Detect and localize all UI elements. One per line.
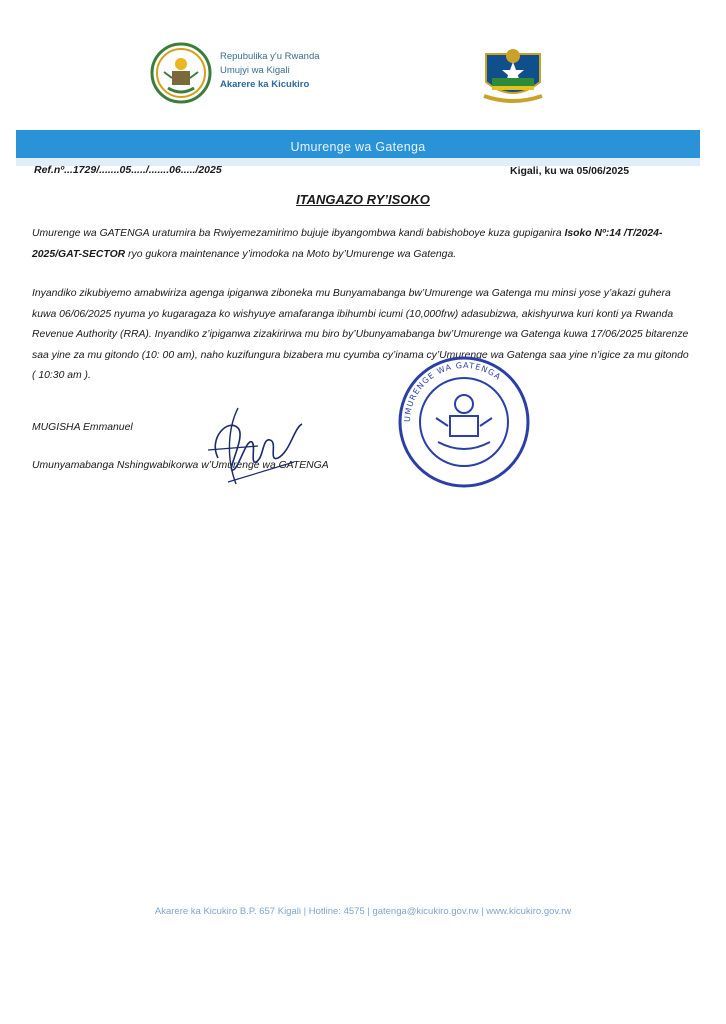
svg-text:UMURENGE WA GATENGA <box>403 361 503 422</box>
footer-contact: Akarere ka Kicukiro B.P. 657 Kigali | Hotline: 4575 | gatenga@kicukiro.gov.rw | www.kicukiro.gov.rw <box>154 906 572 917</box>
paragraph1-text-after: ryo gukora maintenance y’imodoka na Moto by’Umurenge wa Gatenga. <box>125 248 457 260</box>
handwritten-signature <box>198 398 308 488</box>
signatory-title: Umunyamabanga Nshingwabikorwa w’Umurenge wa GATENGA <box>32 460 329 471</box>
header-institution-text <box>220 50 320 92</box>
tender-reference: Isoko Nº:14 /T/2024-2025/GAT-SECTOR <box>32 228 663 260</box>
signatory-name: MUGISHA Emmanuel <box>32 422 133 433</box>
district-emblem-logo <box>478 42 548 108</box>
paragraph-invitation <box>32 224 692 265</box>
paragraph1-text-before: Umurenge wa GATENGA uratumira ba Rwiyemezamirimo bujuje ibyangombwa kandi babishoboye kuza gupiganira <box>32 228 565 239</box>
header-line-country: Repubulika y'u Rwanda <box>220 51 320 62</box>
official-stamp <box>398 352 530 492</box>
document-date: Kigali, ku wa 05/06/2025 <box>510 165 630 177</box>
header-line-city: Umujyi wa Kigali <box>220 65 290 76</box>
rwanda-coat-of-arms-logo <box>150 42 212 104</box>
stamp-ring-text: UMURENGE WA GATENGA <box>402 360 503 423</box>
sector-banner-title: Umurenge wa Gatenga <box>290 140 426 154</box>
document-title: ITANGAZO RY’ISOKO <box>296 192 430 207</box>
reference-number: Ref.nº...1729/.......05...../.......06...../2025 <box>34 164 222 176</box>
paragraph-instructions: Inyandiko zikubiyemo amabwiriza agenga ipiganwa ziboneka mu Bunyamabanga bw’Umurenge wa Gatenga mu minsi yose y’akazi guhera kuwa 06/06/2025 nyuma yo kugaragaza ko wishyuye amafaranga ibihumbi icumi (10,000frw) adasubizwa, akishyurwa kuri konti ya Rwanda Revenue Authority (RRA). Inyandiko z’ipiganwa zizakirirwa mu biro by’Ubunyamabanga bw’Umurenge wa Gatenga kuwa 17/06/2025 bitarenze saa yine za mu gitondo (10: 00 am), naho kuzifungura bizabera mu cyumba cy’inama cy’Umurenge wa Gatenga saa yine n’igice za mu gitondo ( 10:30 am ). <box>32 288 689 381</box>
header-line-district: Akarere ka Kicukiro <box>220 79 310 90</box>
